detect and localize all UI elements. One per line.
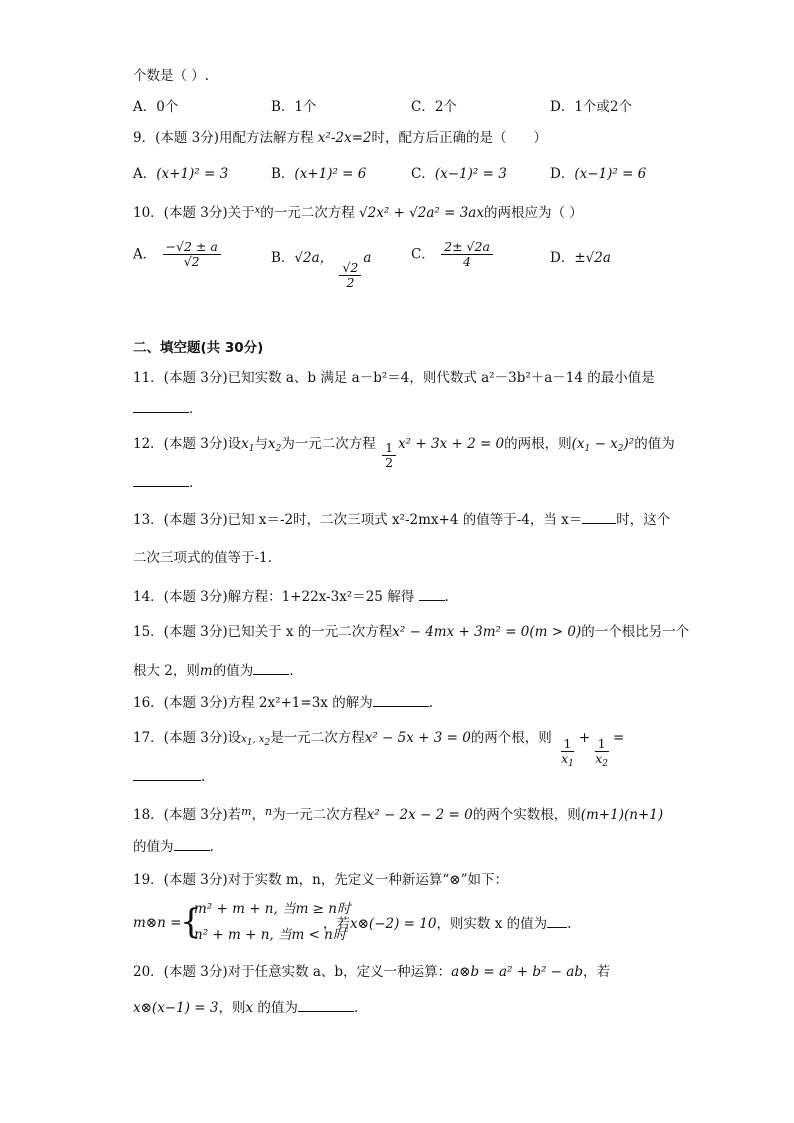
q10-equation: √2x² + √2a² = 3ax (359, 205, 484, 221)
q11-blank (133, 398, 189, 413)
q20-blank (298, 997, 354, 1012)
q9-option-a: A．(x+1)² = 3 (133, 166, 229, 182)
q20-definition: a⊗b = a² + b² − ab (451, 964, 583, 980)
q10-option-c: C． $\frac{2\pm √2a}{4}$ (411, 240, 495, 270)
q15-equation: x² − 4mx + 3m² = 0(m > 0) (392, 624, 582, 640)
q15-line2: 根大 2，则m的值为 . (133, 660, 294, 681)
q8-option-b: B．1个 (271, 99, 317, 115)
q12-stem: 12．(本题 3分)设$x_1$与$x_2$为一元二次方程 $\frac{1}{2}$ x² + 3x + 2 = 0的两根，则$(x_1 - x_2)^2$的值为 (133, 436, 675, 471)
q8-option-d: D．1个或2个 (550, 99, 633, 115)
q10-option-d: D．±√2a (550, 250, 611, 266)
q10-stem: 10．(本题 3分)关于$^x$的一元二次方程 √2x² + √2a² = 3ax的两根应为（ ） (133, 205, 583, 221)
q12-blank (133, 472, 189, 487)
q13-stem: 13．(本题 3分)已知 x＝-2时，二次三项式 x²-2mx+4 的值等于-4，当 x＝ 时，这个 (133, 509, 670, 530)
q9-option-d: D．(x−1)² = 6 (550, 166, 647, 182)
q17-stem: 17．(本题 3分)设$x_1$, $x_2$是一元二次方程x² − 5x + 3 = 0的两个根，则 $\frac{1}{x_1}$ + $\frac{1}{x_2}$ = (133, 730, 625, 770)
q9-stem: 9．(本题 3分)用配方法解方程 x²-2x=2时，配方后正确的是（ ） (133, 130, 547, 146)
q15-blank (253, 660, 289, 675)
q14-blank (419, 586, 445, 601)
q10-option-a: A． $\frac{-√2 \pm a}{√2}$ (133, 240, 223, 270)
q19-stem: 19．(本题 3分)对于实数 m，n，先定义一种新运算“⊗”如下： (133, 872, 508, 888)
q19-lhs: m⊗n = (133, 915, 182, 931)
q17-blank (133, 766, 201, 781)
q12-equation: x² + 3x + 2 = 0 (398, 436, 505, 452)
q19-brace: { (180, 902, 202, 942)
q13-blank (582, 509, 616, 524)
section-title: 二、填空题(共 30分) (133, 340, 264, 356)
q16-stem: 16．(本题 3分)方程 2x²+1=3x 的解为 . (133, 692, 433, 713)
q17-equation: x² − 5x + 3 = 0 (364, 730, 471, 746)
q10-option-b: B．√2a， $\frac{√2}{2}$ a (271, 250, 372, 291)
q8-option-c: C．2个 (411, 99, 457, 115)
q11-stem: 11．(本题 3分)已知实数 a、b 满足 a－b²＝4，则代数式 a²－3b²＋a－14 的最小值是 (133, 370, 655, 386)
q8-tail: 个数是（ ）. (133, 68, 210, 84)
q17-answer-line: . (133, 766, 205, 787)
q14-stem: 14．(本题 3分)解方程：1+22x-3x²＝25 解得 . (133, 586, 449, 607)
q19-case1: m² + m + n, 当m ≥ n时 (194, 901, 351, 917)
q19-condition: ，若x⊗(−2) = 10，则实数 x 的值为 . (323, 913, 571, 934)
q13-line2: 二次三项式的值等于-1. (133, 550, 272, 566)
q9-option-b: B．(x+1)² = 6 (271, 166, 367, 182)
q19-blank (547, 913, 567, 928)
q15-stem: 15．(本题 3分)已知关于 x 的一元二次方程x² − 4mx + 3m² = 0(m > 0)的一个根比另一个 (133, 624, 690, 640)
q18-line2: 的值为 . (133, 836, 214, 857)
q11-answer-line: ． (133, 398, 203, 419)
q18-stem: 18．(本题 3分)若$^m$，$^n$为一元二次方程x² − 2x − 2 = 0的两个实数根，则(m+1)(n+1) (133, 805, 664, 823)
q19-case2: n² + m + n, 当m < n时 (194, 927, 347, 943)
q20-stem: 20．(本题 3分)对于任意实数 a、b，定义一种运算：a⊗b = a² + b² − ab，若 (133, 964, 610, 980)
q9-option-c: C．(x−1)² = 3 (411, 166, 507, 182)
q8-option-a: A．0个 (133, 99, 179, 115)
q9-equation: x²-2x=2 (317, 130, 372, 146)
q16-blank (373, 692, 429, 707)
q18-blank (174, 836, 210, 851)
q12-answer-line: ． (133, 472, 203, 493)
q20-line2: x⊗(x−1) = 3，则x 的值为 . (133, 997, 358, 1018)
q18-equation: x² − 2x − 2 = 0 (366, 807, 473, 823)
